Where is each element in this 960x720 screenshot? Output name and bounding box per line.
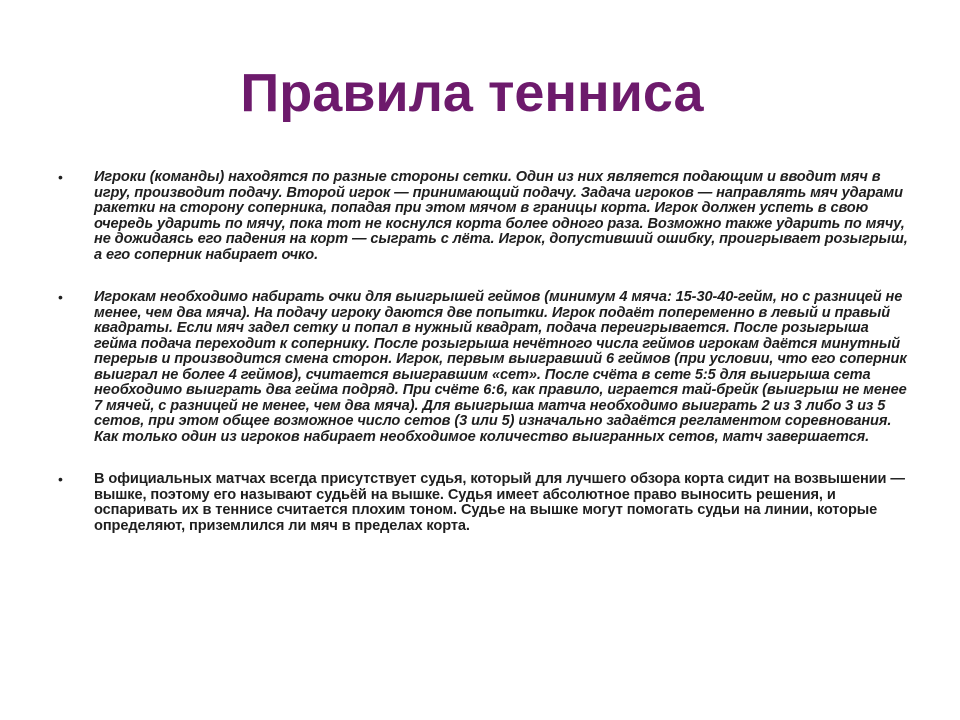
bullet-item-scoring <box>58 290 910 445</box>
bullet-text: Игрокам необходимо набирать очки для выигрышей геймов (минимум 4 мяча: 15-30-40-гейм, но с разницей не менее, чем два мяча). На подачу игроку даются две попытки. Игрок подаёт попеременно в левый и правый квадраты. Если мяч задел сетку и попал в нужный квадрат, подача переигрывается. После розыгрыша гейма подача переходит к сопернику. После розыгрыша нечётного числа геймов игрокам даётся минутный перерыв и производится смена сторон. Игрок, первым выигравший 6 геймов (при условии, что его соперник выиграл не более 4 геймов), считается выигравшим «сет». После счёта в сете 5:5 для выигрыша сета необходимо выиграть два гейма подряд. При счёте 6:6, как правило, играется тай-брейк (выигрыш не менее 7 мячей, с разницей не менее, чем два мяча). Для выигрыша матча необходимо выиграть 2 из 3 либо 3 из 5 сетов, при этом общее возможное число сетов (3 или 5) изначально задаётся регламентом соревнования. Как только один из игроков набирает необходимое количество выигранных сетов, матч завершается. <box>94 289 907 445</box>
bullet-item-players <box>58 170 910 263</box>
bullet-item-umpire <box>58 472 910 534</box>
bullet-marker-icon: • <box>58 471 63 487</box>
bullet-text: Игроки (команды) находятся по разные стороны сетки. Один из них является подающим и вводит мяч в игру, производит подачу. Второй игрок — принимающий подачу. Задача игроков — направлять мяч ударами ракетки на сторону соперника, попадая при этом мячом в границы корта. Игрок должен успеть в свою очередь ударить по мячу, пока тот не коснулся корта более одного раза. Возможно также ударить по мячу, не дожидаясь его падения на корт — сыграть с лёта. Игрок, допустивший ошибку, проигрывает розыгрыш, а его соперник набирает очко. <box>94 169 908 263</box>
slide-title: Правила тенниса <box>240 63 704 123</box>
bullet-list <box>58 170 910 561</box>
bullet-marker-icon: • <box>58 169 63 185</box>
bullet-text: В официальных матчах всегда присутствует судья, который для лучшего обзора корта сидит на возвышении — вышке, поэтому его называют судьёй на вышке. Судья имеет абсолютное право выносить решения, и оспаривать их в теннисе считается плохим тоном. Судье на вышке могут помогать судьи на линии, которые определяют, приземлился ли мяч в пределах корта. <box>94 471 905 534</box>
bullet-marker-icon: • <box>58 289 63 305</box>
